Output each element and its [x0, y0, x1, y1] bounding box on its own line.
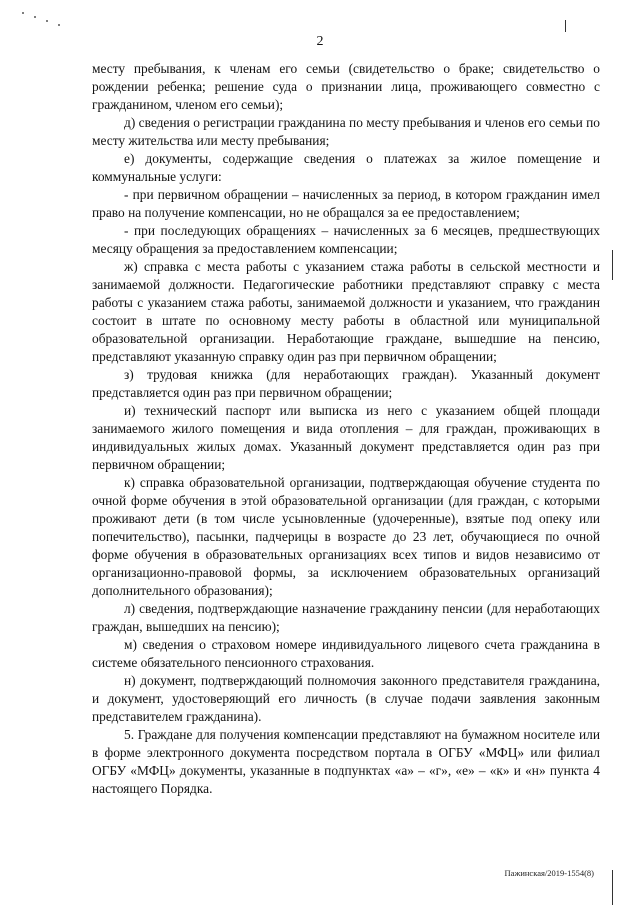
scan-mark [612, 250, 613, 280]
paragraph: з) трудовая книжка (для неработающих граждан). Указанный документ представляется один раз при первичном обращении; [92, 367, 600, 400]
scan-mark [612, 870, 613, 905]
paragraph: м) сведения о страховом номере индивидуального лицевого счета гражданина в системе обязательного пенсионного страхования. [92, 637, 600, 670]
scan-mark [565, 20, 566, 32]
scan-speck [34, 16, 36, 18]
scan-speck [22, 12, 24, 14]
paragraph: н) документ, подтверждающий полномочия законного представителя гражданина, и документ, удостоверяющий его личность (в случае подачи заявления законным представителем гражданина). [92, 673, 600, 724]
paragraph: ж) справка с места работы с указанием стажа работы в сельской местности и занимаемой должности. Педагогические работники представляют справку с места работы с указанием стажа работы, занимаемой должности и указанием, что гражданин состоит в штате по основному месту работы в областной или муниципальной образовательной организации. Неработающие граждане, вышедшие на пенсию, представляют указанную справку один раз при первичном обращении; [92, 259, 600, 364]
scan-speck [58, 24, 60, 26]
paragraph: д) сведения о регистрации гражданина по месту пребывания и членов его семьи по месту жительства или месту пребывания; [92, 115, 600, 148]
paragraph: месту пребывания, к членам его семьи (свидетельство о браке; свидетельство о рождении ребенка; решение суда о признании лица, проживающего совместно с гражданином, членом его семьи); [92, 61, 600, 112]
page-number: 2 [316, 34, 324, 49]
footer-code: Пажинская/2019-1554(8) [504, 868, 594, 878]
paragraph: - при первичном обращении – начисленных за период, в котором гражданин имел право на получение компенсации, но не обращался за ее предоставлением; [92, 187, 600, 220]
scan-speck [46, 20, 48, 22]
paragraph: л) сведения, подтверждающие назначение гражданину пенсии (для неработающих граждан, вышедших на пенсию); [92, 601, 600, 634]
document-body [92, 60, 600, 798]
paragraph: - при последующих обращениях – начисленных за 6 месяцев, предшествующих месяцу обращения за предоставлением компенсации; [92, 223, 600, 256]
paragraph: е) документы, содержащие сведения о платежах за жилое помещение и коммунальные услуги: [92, 151, 600, 184]
paragraph: 5. Граждане для получения компенсации представляют на бумажном носителе или в форме электронного документа посредством портала в ОГБУ «МФЦ» или филиал ОГБУ «МФЦ» документы, указанные в подпунктах «а» – «г», «е» – «к» и «н» пункта 4 настоящего Порядка. [92, 727, 600, 796]
paragraph: к) справка образовательной организации, подтверждающая обучение студента по очной форме обучения в этой образовательной организации (для граждан, с которыми проживают дети (в том числе усыновленные (удочеренные), взятые под опеку или попечительство), пасынки, падчерицы в возрасте до 23 лет, обучающиеся по очной форме обучения в образовательных организациях всех типов и видов независимо от организационно-правовой формы, за исключением образовательных организаций дополнительного образования); [92, 475, 600, 598]
paragraph: и) технический паспорт или выписка из него с указанием общей площади занимаемого жилого помещения и вида отопления – для граждан, проживающих в индивидуальных жилых домах. Указанный документ представляется один раз при первичном обращении; [92, 403, 600, 472]
